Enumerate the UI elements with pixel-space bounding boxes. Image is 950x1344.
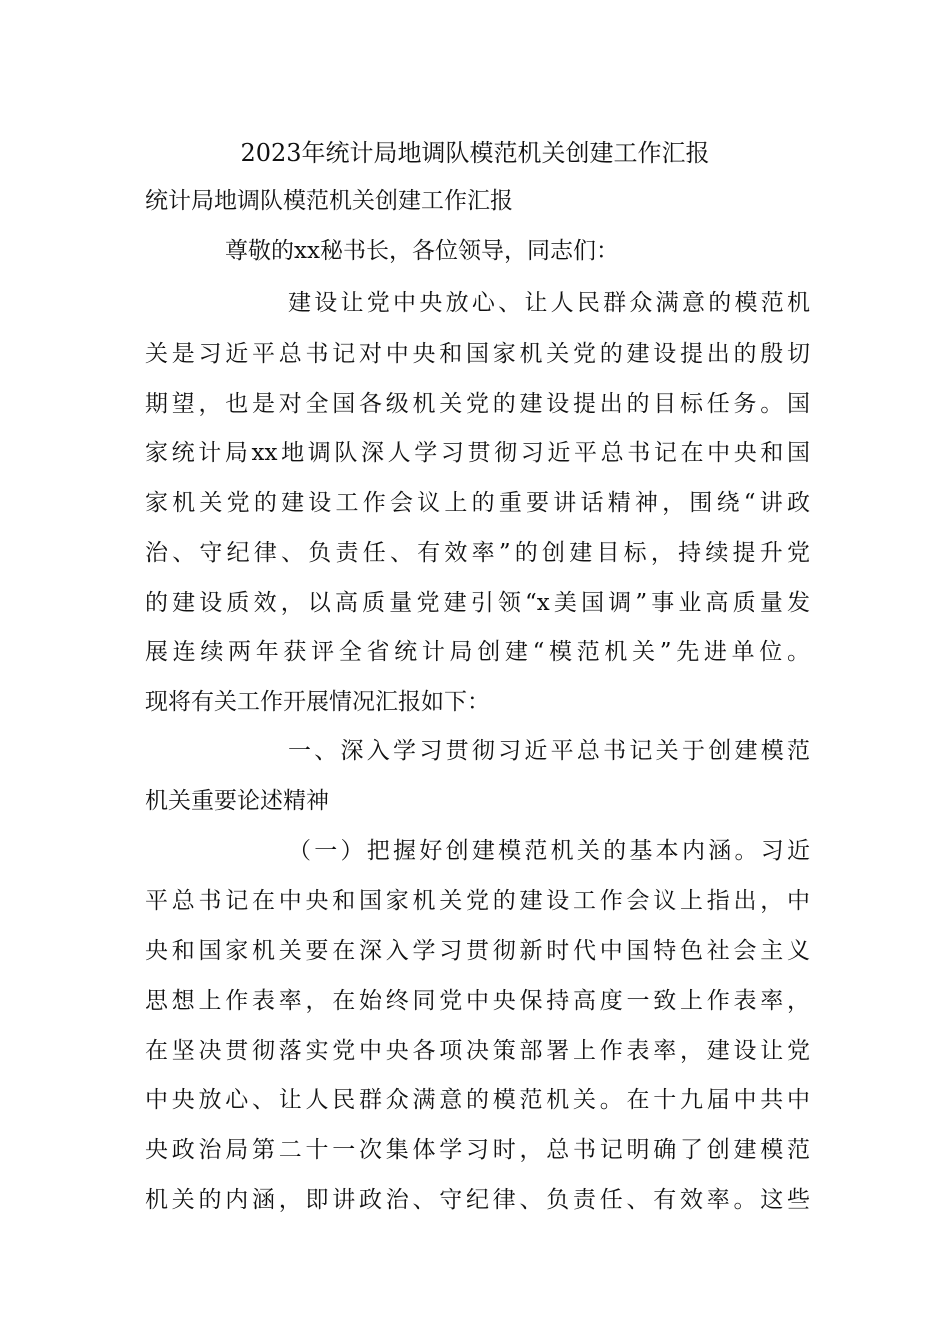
paragraph-line: 治、守纪律、负责任、有效率”的创建目标，持续提升党: [145, 540, 810, 566]
section-heading-line: 一、深入学习贯彻习近平总书记关于创建模范: [288, 738, 810, 764]
paragraph-line: 中央放心、让人民群众满意的模范机关。在十九届中共中: [145, 1087, 810, 1113]
paragraph-line: 家机关党的建设工作会议上的重要讲话精神，围绕“讲政: [145, 490, 810, 516]
paragraph-line: 央政治局第二十一次集体学习时，总书记明确了创建模范: [145, 1137, 810, 1163]
paragraph-line: 展连续两年获评全省统计局创建“模范机关”先进单位。: [145, 639, 810, 665]
paragraph-line: 央和国家机关要在深入学习贯彻新时代中国特色社会主义: [145, 938, 810, 964]
paragraph-line: 在坚决贯彻落实党中央各项决策部署上作表率，建设让党: [145, 1038, 810, 1064]
document-title: 2023年统计局地调队模范机关创建工作汇报: [240, 139, 710, 167]
document-subtitle: 统计局地调队模范机关创建工作汇报: [145, 188, 513, 214]
paragraph-line: 关是习近平总书记对中央和国家机关党的建设提出的殷切: [145, 341, 810, 367]
paragraph-line: 思想上作表率，在始终同党中央保持高度一致上作表率，: [145, 988, 810, 1014]
paragraph-line: 期望，也是对全国各级机关党的建设提出的目标任务。国: [145, 391, 810, 417]
paragraph-line: 机关的内涵，即讲政治、守纪律、负责任、有效率。这些: [145, 1187, 810, 1213]
paragraph-line: 平总书记在中央和国家机关党的建设工作会议上指出，中: [145, 888, 810, 914]
section-heading-line: 机关重要论述精神: [145, 788, 329, 814]
salutation: 尊敬的xx秘书长，各位领导，同志们：: [225, 238, 619, 264]
paragraph-line: 的建设质效，以高质量党建引领“x美国调”事业高质量发: [145, 590, 810, 616]
paragraph-line: （一）把握好创建模范机关的基本内涵。习近: [288, 838, 810, 864]
paragraph-line: 家统计局xx地调队深人学习贯彻习近平总书记在中央和国: [145, 440, 810, 466]
paragraph-line: 建设让党中央放心、让人民群众满意的模范机: [288, 290, 810, 316]
paragraph-line: 现将有关工作开展情况汇报如下：: [145, 689, 490, 715]
